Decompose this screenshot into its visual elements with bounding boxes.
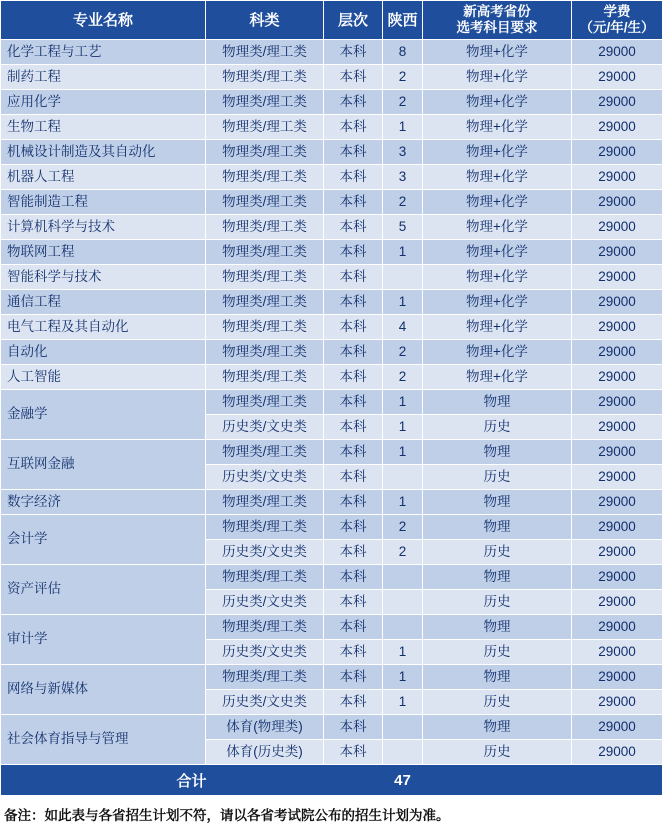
cell-subject-requirement: 历史 [423,540,572,565]
cell-tuition: 29000 [572,40,662,65]
table-row [1,40,662,65]
cell-category: 物理类/理工类 [206,365,324,390]
cell-plan-count: 1 [383,640,423,665]
cell-plan-count [383,565,423,590]
cell-plan-count: 3 [383,140,423,165]
column-header-tuition-line2: （元/年/生） [574,20,660,36]
cell-major: 计算机科学与技术 [1,215,206,240]
cell-plan-count: 1 [383,490,423,515]
cell-category: 物理类/理工类 [206,40,324,65]
cell-level: 本科 [324,415,383,440]
cell-plan-count: 3 [383,165,423,190]
cell-tuition: 29000 [572,265,662,290]
cell-subject-requirement: 物理+化学 [423,315,572,340]
cell-tuition: 29000 [572,690,662,715]
column-header-level: 层次 [324,1,383,40]
cell-subject-requirement: 物理+化学 [423,240,572,265]
cell-major: 网络与新媒体 [1,665,206,715]
cell-tuition: 29000 [572,515,662,540]
cell-level: 本科 [324,540,383,565]
cell-subject-requirement: 物理 [423,715,572,740]
cell-subject-requirement: 历史 [423,415,572,440]
column-header-tuition-line1: 学费 [574,4,660,20]
cell-plan-count: 2 [383,340,423,365]
cell-plan-count: 5 [383,215,423,240]
cell-plan-count: 2 [383,90,423,115]
cell-major: 应用化学 [1,90,206,115]
table-row [1,165,662,190]
table-footer [1,765,662,796]
cell-level: 本科 [324,515,383,540]
table-header-row [1,1,662,40]
cell-plan-count [383,265,423,290]
column-header-province: 陕西 [383,1,423,40]
cell-tuition: 29000 [572,490,662,515]
cell-category: 历史类/文史类 [206,465,324,490]
cell-category: 物理类/理工类 [206,315,324,340]
table-row [1,565,662,590]
cell-tuition: 29000 [572,140,662,165]
table-row [1,440,662,465]
cell-plan-count: 1 [383,115,423,140]
cell-category: 物理类/理工类 [206,65,324,90]
table-row [1,365,662,390]
cell-tuition: 29000 [572,415,662,440]
table-row [1,65,662,90]
cell-subject-requirement: 物理+化学 [423,165,572,190]
cell-subject-requirement: 物理+化学 [423,290,572,315]
total-value: 47 [383,765,423,796]
cell-plan-count: 1 [383,390,423,415]
cell-level: 本科 [324,240,383,265]
table-header [1,1,662,40]
cell-level: 本科 [324,340,383,365]
table-row [1,190,662,215]
cell-level: 本科 [324,115,383,140]
cell-subject-requirement: 物理 [423,390,572,415]
cell-major: 智能制造工程 [1,190,206,215]
cell-subject-requirement: 物理 [423,440,572,465]
cell-major: 会计学 [1,515,206,565]
cell-plan-count: 1 [383,690,423,715]
cell-tuition: 29000 [572,590,662,615]
cell-tuition: 29000 [572,740,662,765]
column-header-subject-line1: 新高考省份 [425,4,569,20]
cell-plan-count: 1 [383,415,423,440]
table-row [1,390,662,415]
cell-category: 物理类/理工类 [206,440,324,465]
cell-plan-count: 2 [383,65,423,90]
table-note: 备注：如此表与各省招生计划不符，请以各省考试院公布的招生计划为准。 [0,795,662,824]
cell-level: 本科 [324,390,383,415]
cell-subject-requirement: 物理+化学 [423,90,572,115]
cell-tuition: 29000 [572,440,662,465]
cell-subject-requirement: 物理+化学 [423,340,572,365]
cell-tuition: 29000 [572,465,662,490]
cell-tuition: 29000 [572,565,662,590]
cell-level: 本科 [324,715,383,740]
cell-level: 本科 [324,265,383,290]
cell-level: 本科 [324,465,383,490]
cell-category: 物理类/理工类 [206,90,324,115]
cell-level: 本科 [324,640,383,665]
table-body [1,40,662,765]
table-row [1,340,662,365]
cell-plan-count [383,615,423,640]
cell-major: 自动化 [1,340,206,365]
cell-level: 本科 [324,490,383,515]
cell-category: 物理类/理工类 [206,565,324,590]
cell-category: 物理类/理工类 [206,265,324,290]
table-row [1,615,662,640]
total-empty-subject [423,765,572,796]
cell-major: 智能科学与技术 [1,265,206,290]
cell-level: 本科 [324,565,383,590]
cell-tuition: 29000 [572,90,662,115]
cell-subject-requirement: 物理 [423,615,572,640]
table-row [1,90,662,115]
total-label: 合计 [1,765,383,796]
cell-major: 物联网工程 [1,240,206,265]
cell-tuition: 29000 [572,215,662,240]
cell-level: 本科 [324,690,383,715]
cell-level: 本科 [324,190,383,215]
cell-plan-count: 8 [383,40,423,65]
cell-major: 审计学 [1,615,206,665]
column-header-tuition [572,1,662,40]
cell-category: 历史类/文史类 [206,415,324,440]
cell-subject-requirement: 物理+化学 [423,215,572,240]
cell-plan-count: 1 [383,290,423,315]
cell-category: 物理类/理工类 [206,165,324,190]
table-row [1,290,662,315]
cell-major: 机器人工程 [1,165,206,190]
cell-category: 物理类/理工类 [206,340,324,365]
cell-category: 体育(历史类) [206,740,324,765]
column-header-subject-requirement [423,1,572,40]
cell-level: 本科 [324,440,383,465]
table-row [1,140,662,165]
cell-tuition: 29000 [572,290,662,315]
table-row [1,215,662,240]
cell-subject-requirement: 物理+化学 [423,40,572,65]
cell-plan-count: 4 [383,315,423,340]
cell-category: 物理类/理工类 [206,240,324,265]
cell-category: 物理类/理工类 [206,490,324,515]
cell-level: 本科 [324,215,383,240]
cell-level: 本科 [324,665,383,690]
cell-plan-count [383,590,423,615]
cell-major: 人工智能 [1,365,206,390]
cell-category: 物理类/理工类 [206,140,324,165]
cell-plan-count [383,740,423,765]
cell-level: 本科 [324,615,383,640]
cell-tuition: 29000 [572,240,662,265]
table-row [1,665,662,690]
cell-plan-count: 2 [383,540,423,565]
cell-tuition: 29000 [572,640,662,665]
cell-tuition: 29000 [572,65,662,90]
table-row [1,315,662,340]
cell-category: 历史类/文史类 [206,690,324,715]
cell-major: 生物工程 [1,115,206,140]
cell-plan-count: 2 [383,190,423,215]
cell-major: 制药工程 [1,65,206,90]
cell-level: 本科 [324,40,383,65]
column-header-subject-line2: 选考科目要求 [425,20,569,36]
cell-tuition: 29000 [572,665,662,690]
cell-category: 物理类/理工类 [206,290,324,315]
cell-category: 体育(物理类) [206,715,324,740]
cell-tuition: 29000 [572,340,662,365]
cell-subject-requirement: 物理+化学 [423,140,572,165]
cell-major: 机械设计制造及其自动化 [1,140,206,165]
cell-tuition: 29000 [572,390,662,415]
cell-subject-requirement: 物理+化学 [423,365,572,390]
cell-category: 物理类/理工类 [206,390,324,415]
cell-level: 本科 [324,165,383,190]
cell-subject-requirement: 历史 [423,640,572,665]
cell-tuition: 29000 [572,315,662,340]
cell-major: 通信工程 [1,290,206,315]
cell-level: 本科 [324,90,383,115]
cell-subject-requirement: 物理+化学 [423,115,572,140]
cell-category: 历史类/文史类 [206,640,324,665]
cell-subject-requirement: 历史 [423,465,572,490]
cell-category: 物理类/理工类 [206,615,324,640]
cell-major: 电气工程及其自动化 [1,315,206,340]
cell-level: 本科 [324,290,383,315]
cell-subject-requirement: 历史 [423,690,572,715]
cell-tuition: 29000 [572,165,662,190]
cell-subject-requirement: 物理 [423,665,572,690]
cell-plan-count: 1 [383,440,423,465]
cell-level: 本科 [324,590,383,615]
cell-subject-requirement: 物理+化学 [423,190,572,215]
table-row [1,715,662,740]
cell-tuition: 29000 [572,540,662,565]
cell-major: 金融学 [1,390,206,440]
cell-plan-count: 1 [383,240,423,265]
cell-subject-requirement: 物理+化学 [423,65,572,90]
cell-subject-requirement: 物理 [423,515,572,540]
cell-tuition: 29000 [572,115,662,140]
cell-plan-count: 2 [383,515,423,540]
total-empty-fee [572,765,662,796]
table-row [1,490,662,515]
cell-level: 本科 [324,315,383,340]
table-row [1,515,662,540]
cell-category: 物理类/理工类 [206,115,324,140]
cell-category: 物理类/理工类 [206,190,324,215]
cell-major: 互联网金融 [1,440,206,490]
cell-category: 物理类/理工类 [206,515,324,540]
cell-subject-requirement: 物理 [423,565,572,590]
cell-major: 数字经济 [1,490,206,515]
cell-plan-count [383,465,423,490]
cell-subject-requirement: 历史 [423,740,572,765]
cell-category: 历史类/文史类 [206,540,324,565]
cell-category: 历史类/文史类 [206,590,324,615]
cell-subject-requirement: 历史 [423,590,572,615]
cell-level: 本科 [324,140,383,165]
cell-tuition: 29000 [572,190,662,215]
cell-tuition: 29000 [572,365,662,390]
column-header-major: 专业名称 [1,1,206,40]
cell-tuition: 29000 [572,615,662,640]
cell-subject-requirement: 物理 [423,490,572,515]
cell-plan-count [383,715,423,740]
cell-major: 资产评估 [1,565,206,615]
cell-major: 社会体育指导与管理 [1,715,206,765]
table-row [1,265,662,290]
cell-subject-requirement: 物理+化学 [423,265,572,290]
cell-level: 本科 [324,65,383,90]
cell-plan-count: 1 [383,665,423,690]
cell-category: 物理类/理工类 [206,665,324,690]
total-row [1,765,662,796]
table-row [1,115,662,140]
column-header-category: 科类 [206,1,324,40]
cell-plan-count: 2 [383,365,423,390]
cell-level: 本科 [324,365,383,390]
cell-major: 化学工程与工艺 [1,40,206,65]
table-row [1,240,662,265]
cell-tuition: 29000 [572,715,662,740]
cell-level: 本科 [324,740,383,765]
cell-category: 物理类/理工类 [206,215,324,240]
